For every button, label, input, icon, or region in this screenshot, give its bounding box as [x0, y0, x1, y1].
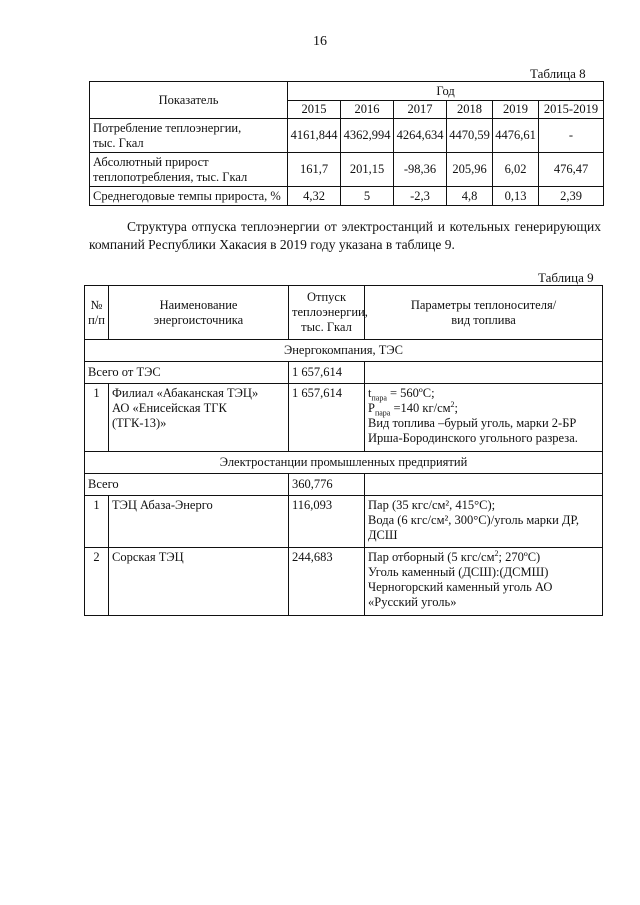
table-9 [84, 285, 603, 616]
cell-value: - [539, 119, 604, 153]
params-header: Параметры теплоносителя/ вид топлива [365, 286, 603, 340]
year-header: 2017 [394, 101, 447, 119]
steam-line [368, 550, 599, 565]
row-number: 1 [85, 384, 109, 452]
source-params: Пар (35 кгс/см², 415°С); Вода (6 кгс/см², 300°С)/уголь марки ДР, ДСШ [365, 496, 603, 548]
param-end: ; 270ºС) [498, 550, 541, 564]
cell-value: 4,32 [288, 187, 341, 206]
section-title: Энергокомпания, ТЭС [85, 340, 603, 362]
row-number: 1 [85, 496, 109, 548]
total-label: Всего [85, 474, 289, 496]
empty-cell [365, 474, 603, 496]
cell-value: -2,3 [394, 187, 447, 206]
param-superscript: 2 [494, 548, 499, 558]
name-header: Наименование энергоисточника [109, 286, 289, 340]
table-row [90, 153, 604, 187]
table-row [85, 474, 603, 496]
table-9-caption: Таблица 9 [538, 270, 594, 285]
pressure-line [368, 401, 599, 416]
cell-value: 161,7 [288, 153, 341, 187]
row-label: Абсолютный прирост теплопотребления, тыс. Гкал [90, 153, 288, 187]
empty-cell [365, 362, 603, 384]
year-group-header: Год [288, 82, 604, 101]
section-title: Электростанции промышленных предприятий [85, 452, 603, 474]
cell-value: 0,13 [493, 187, 539, 206]
year-header: 2018 [447, 101, 493, 119]
param-symbol: t [368, 386, 372, 400]
table-row [85, 548, 603, 616]
param-value: = 560ºС; [386, 386, 435, 400]
year-header: 2015 [288, 101, 341, 119]
cell-value: 205,96 [447, 153, 493, 187]
param-symbol: P [368, 401, 375, 415]
param-superscript: 2 [450, 399, 455, 409]
row-number: 2 [85, 548, 109, 616]
year-header: 2016 [341, 101, 394, 119]
total-value: 360,776 [289, 474, 365, 496]
cell-value: 4264,634 [394, 119, 447, 153]
table-8 [89, 81, 604, 206]
temperature-line [368, 386, 599, 401]
indicator-header: Показатель [90, 82, 288, 119]
cell-value: 6,02 [493, 153, 539, 187]
param-value: =140 кг/см [390, 401, 451, 415]
supply-value: 244,683 [289, 548, 365, 616]
cell-value: 4161,844 [288, 119, 341, 153]
table-row [90, 119, 604, 153]
source-name: ТЭЦ Абаза-Энерго [109, 496, 289, 548]
cell-value: 4362,994 [341, 119, 394, 153]
page-number: 16 [313, 34, 327, 49]
param-value: Пар отборный (5 кгс/см [368, 550, 495, 564]
param-subscript: пара [374, 408, 391, 418]
year-header: 2015-2019 [539, 101, 604, 119]
cell-value: -98,36 [394, 153, 447, 187]
table-8-caption: Таблица 8 [530, 66, 586, 81]
table-row [85, 384, 603, 452]
param-subscript: пара [371, 393, 387, 403]
fuel-description: Вид топлива –бурый уголь, марки 2-БР Ирша-Бородинского угольного разреза. [368, 416, 578, 445]
source-name: Сорская ТЭЦ [109, 548, 289, 616]
cell-value: 2,39 [539, 187, 604, 206]
supply-header: Отпуск теплоэнергии, тыс. Гкал [289, 286, 365, 340]
body-paragraph: Структура отпуска теплоэнергии от электростанций и котельных генерирующих компаний Республики Хакасия в 2019 году указана в таблице 9. [89, 219, 601, 252]
table-row [85, 362, 603, 384]
fuel-description: Уголь каменный (ДСШ):(ДСМШ) Черногорский каменный уголь АО «Русский уголь» [368, 565, 553, 609]
source-params [365, 384, 603, 452]
table-row [85, 496, 603, 548]
total-value: 1 657,614 [289, 362, 365, 384]
cell-value: 4476,61 [493, 119, 539, 153]
cell-value: 4,8 [447, 187, 493, 206]
table-row [90, 187, 604, 206]
source-params [365, 548, 603, 616]
cell-value: 4470,59 [447, 119, 493, 153]
supply-value: 1 657,614 [289, 384, 365, 452]
cell-value: 476,47 [539, 153, 604, 187]
source-name: Филиал «Абаканская ТЭЦ» АО «Енисейская ТГК (ТГК-13)» [109, 384, 289, 452]
num-header: № п/п [85, 286, 109, 340]
row-label: Потребление теплоэнергии, тыс. Гкал [90, 119, 288, 153]
row-label: Среднегодовые темпы прироста, % [90, 187, 288, 206]
cell-value: 5 [341, 187, 394, 206]
total-label: Всего от ТЭС [85, 362, 289, 384]
year-header: 2019 [493, 101, 539, 119]
param-end: ; [454, 401, 459, 415]
supply-value: 116,093 [289, 496, 365, 548]
cell-value: 201,15 [341, 153, 394, 187]
